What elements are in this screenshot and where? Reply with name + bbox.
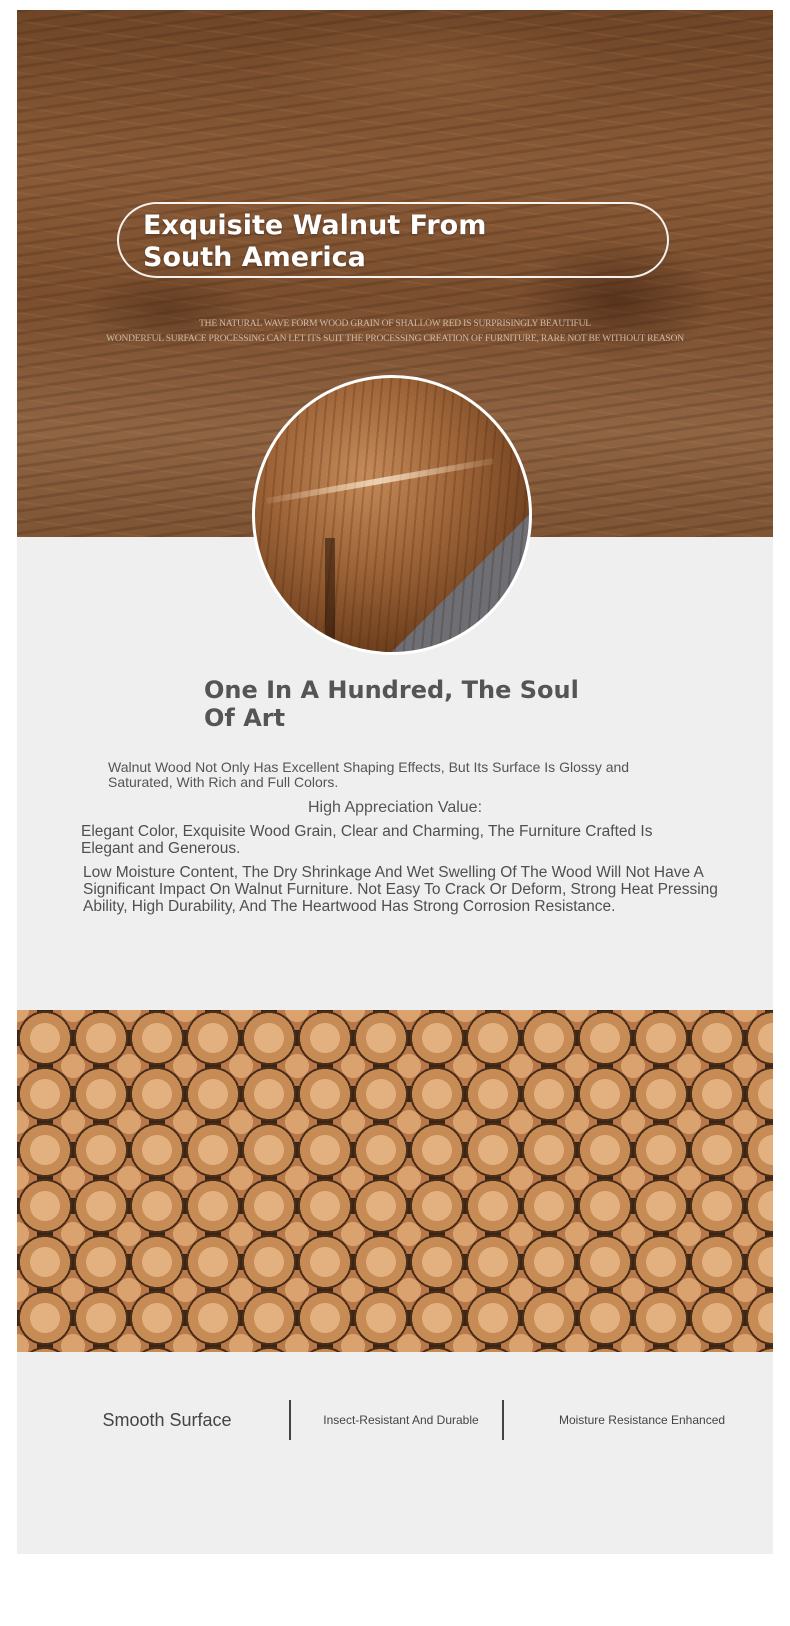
feature-smooth-surface: Smooth Surface bbox=[102, 1409, 232, 1430]
feature-highlights bbox=[17, 1400, 773, 1460]
stacked-logs-image bbox=[17, 1010, 773, 1352]
section-headline: One In A Hundred, The Soul Of Art bbox=[204, 676, 579, 732]
feature-divider bbox=[289, 1400, 291, 1440]
hero-title-frame bbox=[117, 202, 669, 278]
furniture-leg-shadow bbox=[325, 538, 335, 655]
shaping-effects-paragraph: Walnut Wood Not Only Has Excellent Shaping Effects, But Its Surface Is Glossy and Saturated, With Rich and Full Colors. bbox=[108, 759, 630, 790]
elegant-color-paragraph: Elegant Color, Exquisite Wood Grain, Clear and Charming, The Furniture Crafted Is Elegant and Generous. bbox=[81, 823, 653, 857]
hero-subtitle-line-2: WONDERFUL SURFACE PROCESSING CAN LET ITS SUIT THE PROCESSING CREATION OF FURNITURE, RARE NOT BE WITHOUT REASON bbox=[106, 334, 684, 344]
feature-insect-resistant: Insect-Resistant And Durable bbox=[323, 1413, 479, 1427]
hero-subtitle-line-1: THE NATURAL WAVE FORM WOOD GRAIN OF SHALLOW RED IS SURPRISINGLY BEAUTIFUL bbox=[199, 319, 591, 329]
hero-title: Exquisite Walnut From South America bbox=[143, 210, 487, 273]
moisture-content-paragraph: Low Moisture Content, The Dry Shrinkage And Wet Swelling Of The Wood Will Not Have A Significant Impact On Walnut Furniture. Not Easy To Crack Or Deform, Strong Heat Pressing Ability, High Durability, And The Heartwood Has Strong Corrosion Resistance. bbox=[83, 864, 718, 915]
feature-divider bbox=[502, 1400, 504, 1440]
wood-grain-texture bbox=[255, 378, 529, 652]
appreciation-value-heading: High Appreciation Value: bbox=[307, 799, 483, 816]
feature-moisture-resistance: Moisture Resistance Enhanced bbox=[558, 1413, 726, 1427]
walnut-furniture-closeup-image bbox=[252, 375, 532, 655]
product-detail-page bbox=[17, 10, 773, 1554]
